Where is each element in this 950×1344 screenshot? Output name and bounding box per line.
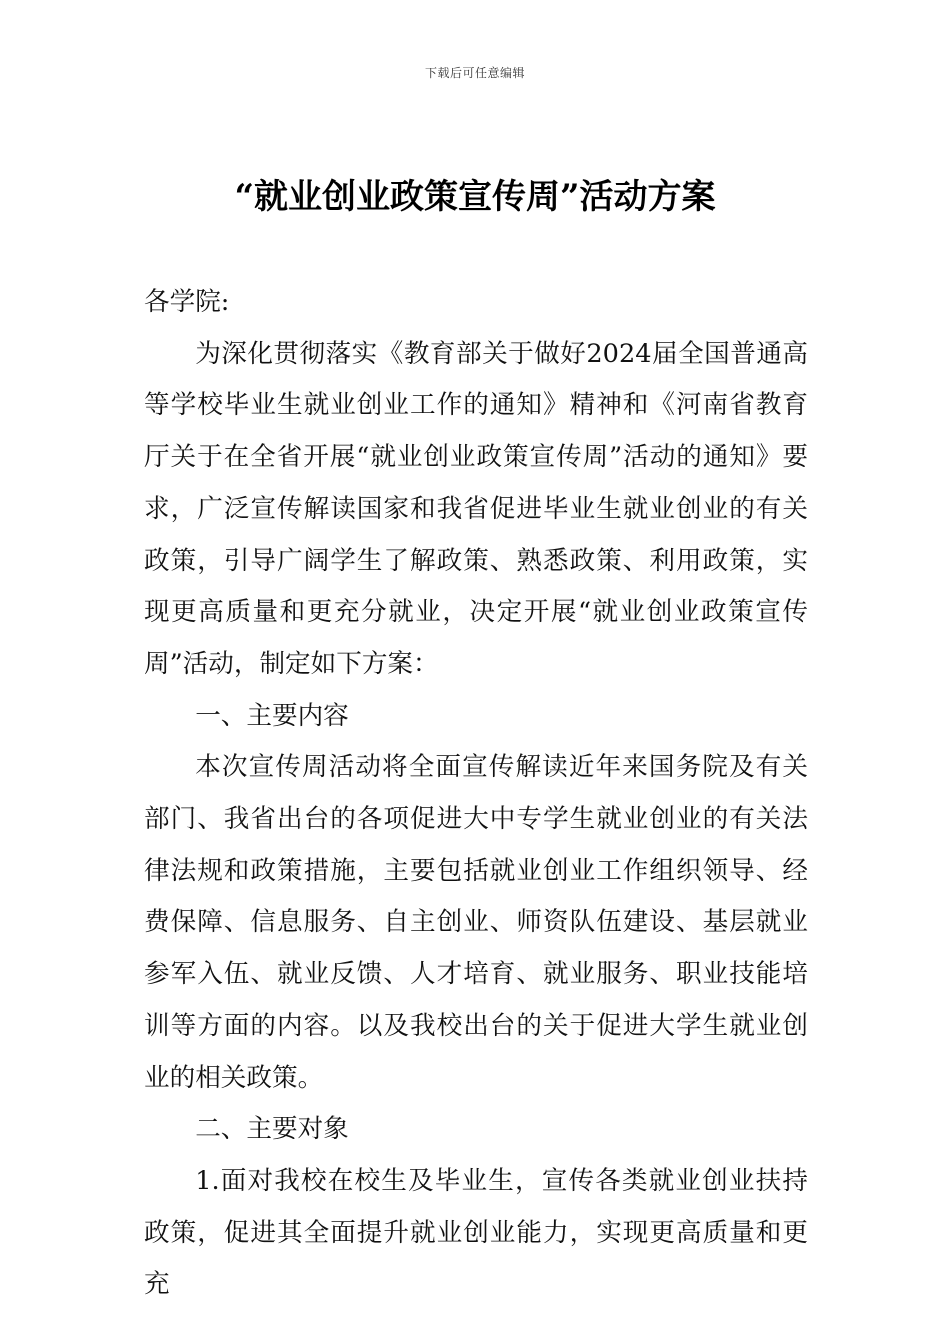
main-content-paragraph: 本次宣传周活动将全面宣传解读近年来国务院及有关部门、我省出台的各项促进大中专学生就业创业的有关法律法规和政策措施，主要包括就业创业工作组织领导、经费保障、信息服务、自主创业、师资队伍建设、基层就业参军入伍、就业反馈、人才培育、就业服务、职业技能培训等方面的内容。以及我校出台的关于促进大学生就业创业的相关政策。: [144, 752, 808, 1093]
intro-paragraph: 为深化贯彻落实《教育部关于做好2024届全国普通高等学校毕业生就业创业工作的通知》精神和《河南省教育厅关于在全省开展“就业创业政策宣传周”活动的通知》要求，广泛宣传解读国家和我省促进毕业生就业创业的有关政策，引导广阔学生了解政策、熟悉政策、利用政策，实现更高质量和更充分就业，决定开展“就业创业政策宣传周”活动，制定如下方案：: [144, 338, 808, 679]
document-title: “就业创业政策宣传周”活动方案: [234, 177, 716, 217]
salutation: 各学院:: [144, 287, 230, 317]
document-body: [144, 277, 808, 1311]
section-heading-main-target: 二、主要对象: [195, 1114, 349, 1145]
header-note: 下载后可任意编辑: [424, 66, 525, 80]
section-heading-main-content: 一、主要内容: [195, 700, 349, 731]
target-item-1: 1.面对我校在校生及毕业生，宣传各类就业创业扶持政策，促进其全面提升就业创业能力，实现更高质量和更充: [144, 1165, 808, 1300]
